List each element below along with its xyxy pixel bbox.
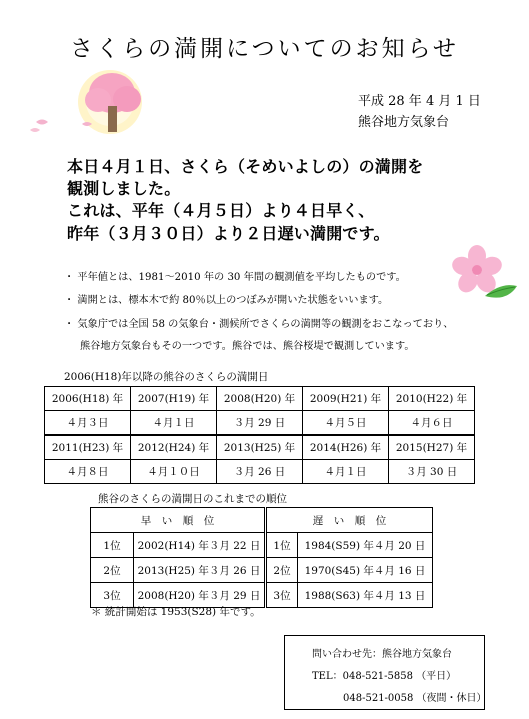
- table-cell-year: 2013(H25) 年: [217, 435, 303, 460]
- bloom-ranking-table: [90, 507, 433, 608]
- table-cell-date: ４月１０日: [131, 460, 217, 484]
- late-rank-header: 遅 い 順 位: [266, 508, 433, 533]
- table-cell-year: 2007(H19) 年: [131, 387, 217, 411]
- rank-cell: 2位: [91, 558, 134, 583]
- table-row: [45, 387, 475, 411]
- note-full-bloom: ・ 満開とは、標本木で約 80％以上のつぼみが開いた状態をいいます。: [64, 295, 389, 306]
- table-cell-year: 2015(H27) 年: [389, 435, 475, 460]
- table-cell-date: ４月６日: [389, 411, 475, 436]
- table-row: [91, 533, 433, 558]
- late-date-cell: 1970(S45) 年４月 16 日: [298, 558, 433, 583]
- note-observation-cont: 熊谷地方気象台もその一つです。熊谷では、熊谷桜堤で観測しています。: [80, 341, 415, 352]
- table-row: [45, 411, 475, 436]
- table-cell-date: ４月１日: [131, 411, 217, 436]
- issue-date: 平成 28 年 4 月 1 日: [358, 94, 481, 109]
- table-row: [45, 460, 475, 484]
- contact-box: [284, 635, 485, 710]
- rank-cell: 1位: [266, 533, 298, 558]
- early-rank-header: 早 い 順 位: [91, 508, 266, 533]
- table-cell-year: 2009(H21) 年: [303, 387, 389, 411]
- table-cell-date: ４月８日: [45, 460, 131, 484]
- table-cell-date: ３月 30 日: [389, 460, 475, 484]
- table-cell-date: ３月 26 日: [217, 460, 303, 484]
- cherry-blossom-icon: [447, 244, 519, 308]
- rank-cell: 3位: [91, 583, 134, 608]
- rank-cell: 3位: [266, 583, 298, 608]
- table-cell-date: ４月５日: [303, 411, 389, 436]
- early-date-cell: 2008(H20) 年３月 29 日: [134, 583, 266, 608]
- cherry-tree-illustration: [26, 66, 150, 140]
- table-cell-year: 2011(H23) 年: [45, 435, 131, 460]
- history-heading: 2006(H18)年以降の熊谷のさくらの満開日: [64, 371, 269, 383]
- table-cell-year: 2012(H24) 年: [131, 435, 217, 460]
- rank-cell: 1位: [91, 533, 134, 558]
- late-date-cell: 1984(S59) 年４月 20 日: [298, 533, 433, 558]
- lead-line-4: 昨年（３月３０日）より２日遅い満開です。: [67, 224, 390, 243]
- table-row: [91, 508, 433, 533]
- page-title: さくらの満開についてのお知らせ: [70, 36, 459, 62]
- table-cell-date: ４月１日: [303, 460, 389, 484]
- statistics-footnote: ＊ 統計開始は 1953(S28) 年です。: [91, 606, 261, 618]
- issuing-office: 熊谷地方気象台: [358, 115, 450, 130]
- table-cell-year: 2006(H18) 年: [45, 387, 131, 411]
- lead-line-1: 本日４月１日、さくら（そめいよしの）の満開を: [67, 157, 424, 176]
- contact-tel-night: 048-521-0058 （夜間・休日）: [343, 693, 487, 704]
- lead-line-2: 観測しました。: [67, 179, 181, 198]
- early-date-cell: 2013(H25) 年３月 26 日: [134, 558, 266, 583]
- bloom-history-table: [44, 386, 475, 484]
- rank-cell: 2位: [266, 558, 298, 583]
- late-date-cell: 1988(S63) 年４月 13 日: [298, 583, 433, 608]
- table-row: [91, 558, 433, 583]
- note-observation: ・ 気象庁では全国 58 の気象台・測候所でさくらの満開等の観測をおこなっており、: [64, 319, 454, 330]
- lead-line-3: これは、平年（４月５日）より４日早く、: [67, 201, 375, 220]
- table-cell-date: ３月 29 日: [217, 411, 303, 436]
- ranking-heading: 熊谷のさくらの満開日のこれまでの順位: [98, 493, 287, 505]
- table-cell-date: ４月３日: [45, 411, 131, 436]
- early-date-cell: 2002(H14) 年３月 22 日: [134, 533, 266, 558]
- table-cell-year: 2010(H22) 年: [389, 387, 475, 411]
- note-normal-value: ・ 平年値とは、1981～2010 年の 30 年間の観測値を平均したものです。: [64, 272, 406, 283]
- contact-label: 問い合わせ先：熊谷地方気象台: [312, 649, 452, 660]
- table-cell-year: 2014(H26) 年: [303, 435, 389, 460]
- table-cell-year: 2008(H20) 年: [217, 387, 303, 411]
- table-row: [45, 435, 475, 460]
- contact-tel-weekday: TEL：048-521-5858 （平日）: [312, 671, 457, 682]
